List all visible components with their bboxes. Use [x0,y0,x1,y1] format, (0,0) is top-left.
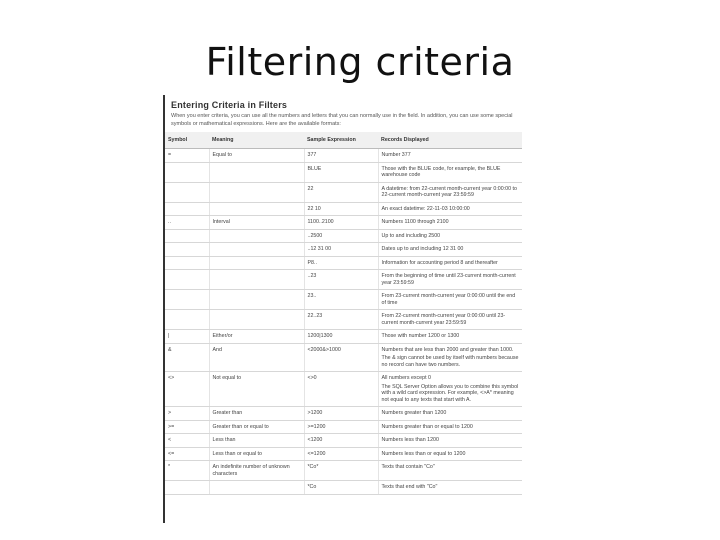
cell-symbol [165,290,209,310]
criteria-table-body [165,149,522,495]
cell-symbol: > [165,407,209,421]
cell-sample-expression: <2000&>1000 [304,343,378,372]
table-row [165,202,522,216]
slide-title: Filtering criteria [205,40,515,84]
cell-meaning: Less than or equal to [209,447,304,461]
cell-sample-expression: BLUE [304,162,378,182]
cell-records-displayed [378,343,522,372]
records-text: An exact datetime: 22-11-03 10:00:00 [381,205,470,212]
cell-records-displayed [378,420,522,434]
cell-symbol: .. [165,216,209,230]
cell-sample-expression: 23.. [304,290,378,310]
table-row [165,229,522,243]
cell-records-displayed [378,162,522,182]
cell-symbol [165,310,209,330]
cell-records-displayed [378,372,522,407]
cell-symbol: & [165,343,209,372]
cell-records-displayed [378,461,522,481]
cell-symbol: <> [165,372,209,407]
cell-meaning: Either/or [209,330,304,344]
records-text: Those with the BLUE code, for example, the BLUE warehouse code [381,165,501,178]
cell-sample-expression: >=1200 [304,420,378,434]
column-header-records-displayed: Records Displayed [378,132,522,149]
records-text: Numbers less than 1200 [381,437,439,443]
cell-meaning: And [209,343,304,372]
cell-symbol [165,270,209,290]
cell-symbol: <= [165,447,209,461]
cell-sample-expression: 22 10 [304,202,378,216]
records-text: Numbers greater than or equal to 1200 [381,423,473,430]
cell-symbol: < [165,434,209,448]
cell-meaning [209,481,304,495]
cell-sample-expression: ..2500 [304,229,378,243]
cell-meaning: Equal to [209,149,304,163]
cell-records-displayed [378,149,522,163]
cell-records-displayed [378,434,522,448]
table-row [165,330,522,344]
cell-records-displayed [378,407,522,421]
cell-symbol [165,481,209,495]
cell-sample-expression: ..23 [304,270,378,290]
cell-meaning [209,256,304,270]
cell-symbol [165,202,209,216]
cell-records-displayed [378,330,522,344]
cell-meaning [209,310,304,330]
cell-sample-expression: *Co [304,481,378,495]
cell-meaning [209,270,304,290]
cell-meaning [209,243,304,257]
cell-meaning [209,162,304,182]
cell-meaning [209,182,304,202]
cell-sample-expression: <1200 [304,434,378,448]
cell-sample-expression: 377 [304,149,378,163]
cell-records-displayed [378,481,522,495]
cell-symbol: * [165,461,209,481]
records-text: Number 377 [381,152,411,158]
records-text: A datetime: from 22-current month-current year 0:00:00 to 22-current month-current year 23:59:59 [381,185,517,198]
cell-records-displayed [378,270,522,290]
table-row [165,162,522,182]
cell-records-displayed [378,447,522,461]
column-header-sample-expression: Sample Expression [304,132,378,149]
cell-records-displayed [378,290,522,310]
table-row [165,256,522,270]
records-text: The SQL Server Option allows you to combine this symbol with a wild card expression. For example, <>A* meaning not equal to any texts that start with A. [381,383,519,403]
records-text: Texts that contain "Co" [381,464,435,470]
cell-sample-expression: >1200 [304,407,378,421]
records-text: From 22-current month-current year 0:00:00 until 23-current month-current year 23:59:59 [381,313,506,326]
criteria-table-header-row [165,132,522,149]
cell-records-displayed [378,216,522,230]
table-row [165,290,522,310]
cell-symbol: >= [165,420,209,434]
cell-symbol [165,256,209,270]
records-text: The & sign cannot be used by itself with numbers because no record can have two numbers. [381,355,519,368]
cell-sample-expression: 1100..2100 [304,216,378,230]
records-text: Texts that end with "Co" [381,484,438,490]
records-text: Numbers greater than 1200 [381,410,447,416]
cell-meaning: Greater than or equal to [209,420,304,434]
criteria-table [165,132,522,495]
cell-records-displayed [378,229,522,243]
cell-symbol: = [165,149,209,163]
records-text: Numbers less than or equal to 1200 [381,450,466,457]
cell-meaning: An indefinite number of unknown characters [209,461,304,481]
records-text: Those with number 1200 or 1300 [381,333,460,339]
cell-sample-expression: 22..23 [304,310,378,330]
cell-sample-expression: *Co* [304,461,378,481]
cell-sample-expression: <>0 [304,372,378,407]
document-intro: When you enter criteria, you can use all the numbers and letters that you can normally use in the field. In addition, you can use some special symbols or mathematical expressions. Here are the available formats: [171,113,513,127]
cell-sample-expression: 22 [304,182,378,202]
cell-meaning [209,202,304,216]
cell-records-displayed [378,182,522,202]
cell-meaning [209,229,304,243]
cell-meaning: Greater than [209,407,304,421]
cell-symbol: | [165,330,209,344]
records-text: Numbers that are less than 2000 and greater than 1000. [381,346,514,353]
records-text: All numbers except 0 [381,375,431,381]
cell-records-displayed [378,256,522,270]
cell-sample-expression: <=1200 [304,447,378,461]
table-row [165,372,522,407]
table-row [165,434,522,448]
cell-symbol [165,229,209,243]
cell-sample-expression: 1200|1300 [304,330,378,344]
records-text: Information for accounting period 8 and thereafter [381,259,498,266]
table-row [165,420,522,434]
cell-meaning: Not equal to [209,372,304,407]
table-row [165,216,522,230]
table-row [165,310,522,330]
document-screenshot [163,95,522,523]
cell-symbol [165,162,209,182]
records-text: Up to and including 2500 [381,232,441,239]
table-row [165,243,522,257]
table-row [165,149,522,163]
cell-sample-expression: P8.. [304,256,378,270]
cell-symbol [165,182,209,202]
cell-records-displayed [378,310,522,330]
cell-records-displayed [378,243,522,257]
cell-meaning: Less than [209,434,304,448]
column-header-symbol: Symbol [165,132,209,149]
document-heading: Entering Criteria in Filters [171,100,288,110]
table-row [165,407,522,421]
cell-meaning [209,290,304,310]
table-row [165,481,522,495]
table-row [165,343,522,372]
cell-sample-expression: ..12 31 00 [304,243,378,257]
records-text: Numbers 1100 through 2100 [381,219,449,225]
records-text: From 23-current month-current year 0:00:00 until the end of time [381,293,516,306]
cell-records-displayed [378,202,522,216]
records-text: Dates up to and including 12 31 00 [381,246,464,252]
records-text: From the beginning of time until 23-current month-current year 23:59:59 [381,273,516,286]
table-row [165,447,522,461]
table-row [165,182,522,202]
table-row [165,270,522,290]
cell-symbol [165,243,209,257]
table-row [165,461,522,481]
column-header-meaning: Meaning [209,132,304,149]
cell-meaning: Interval [209,216,304,230]
